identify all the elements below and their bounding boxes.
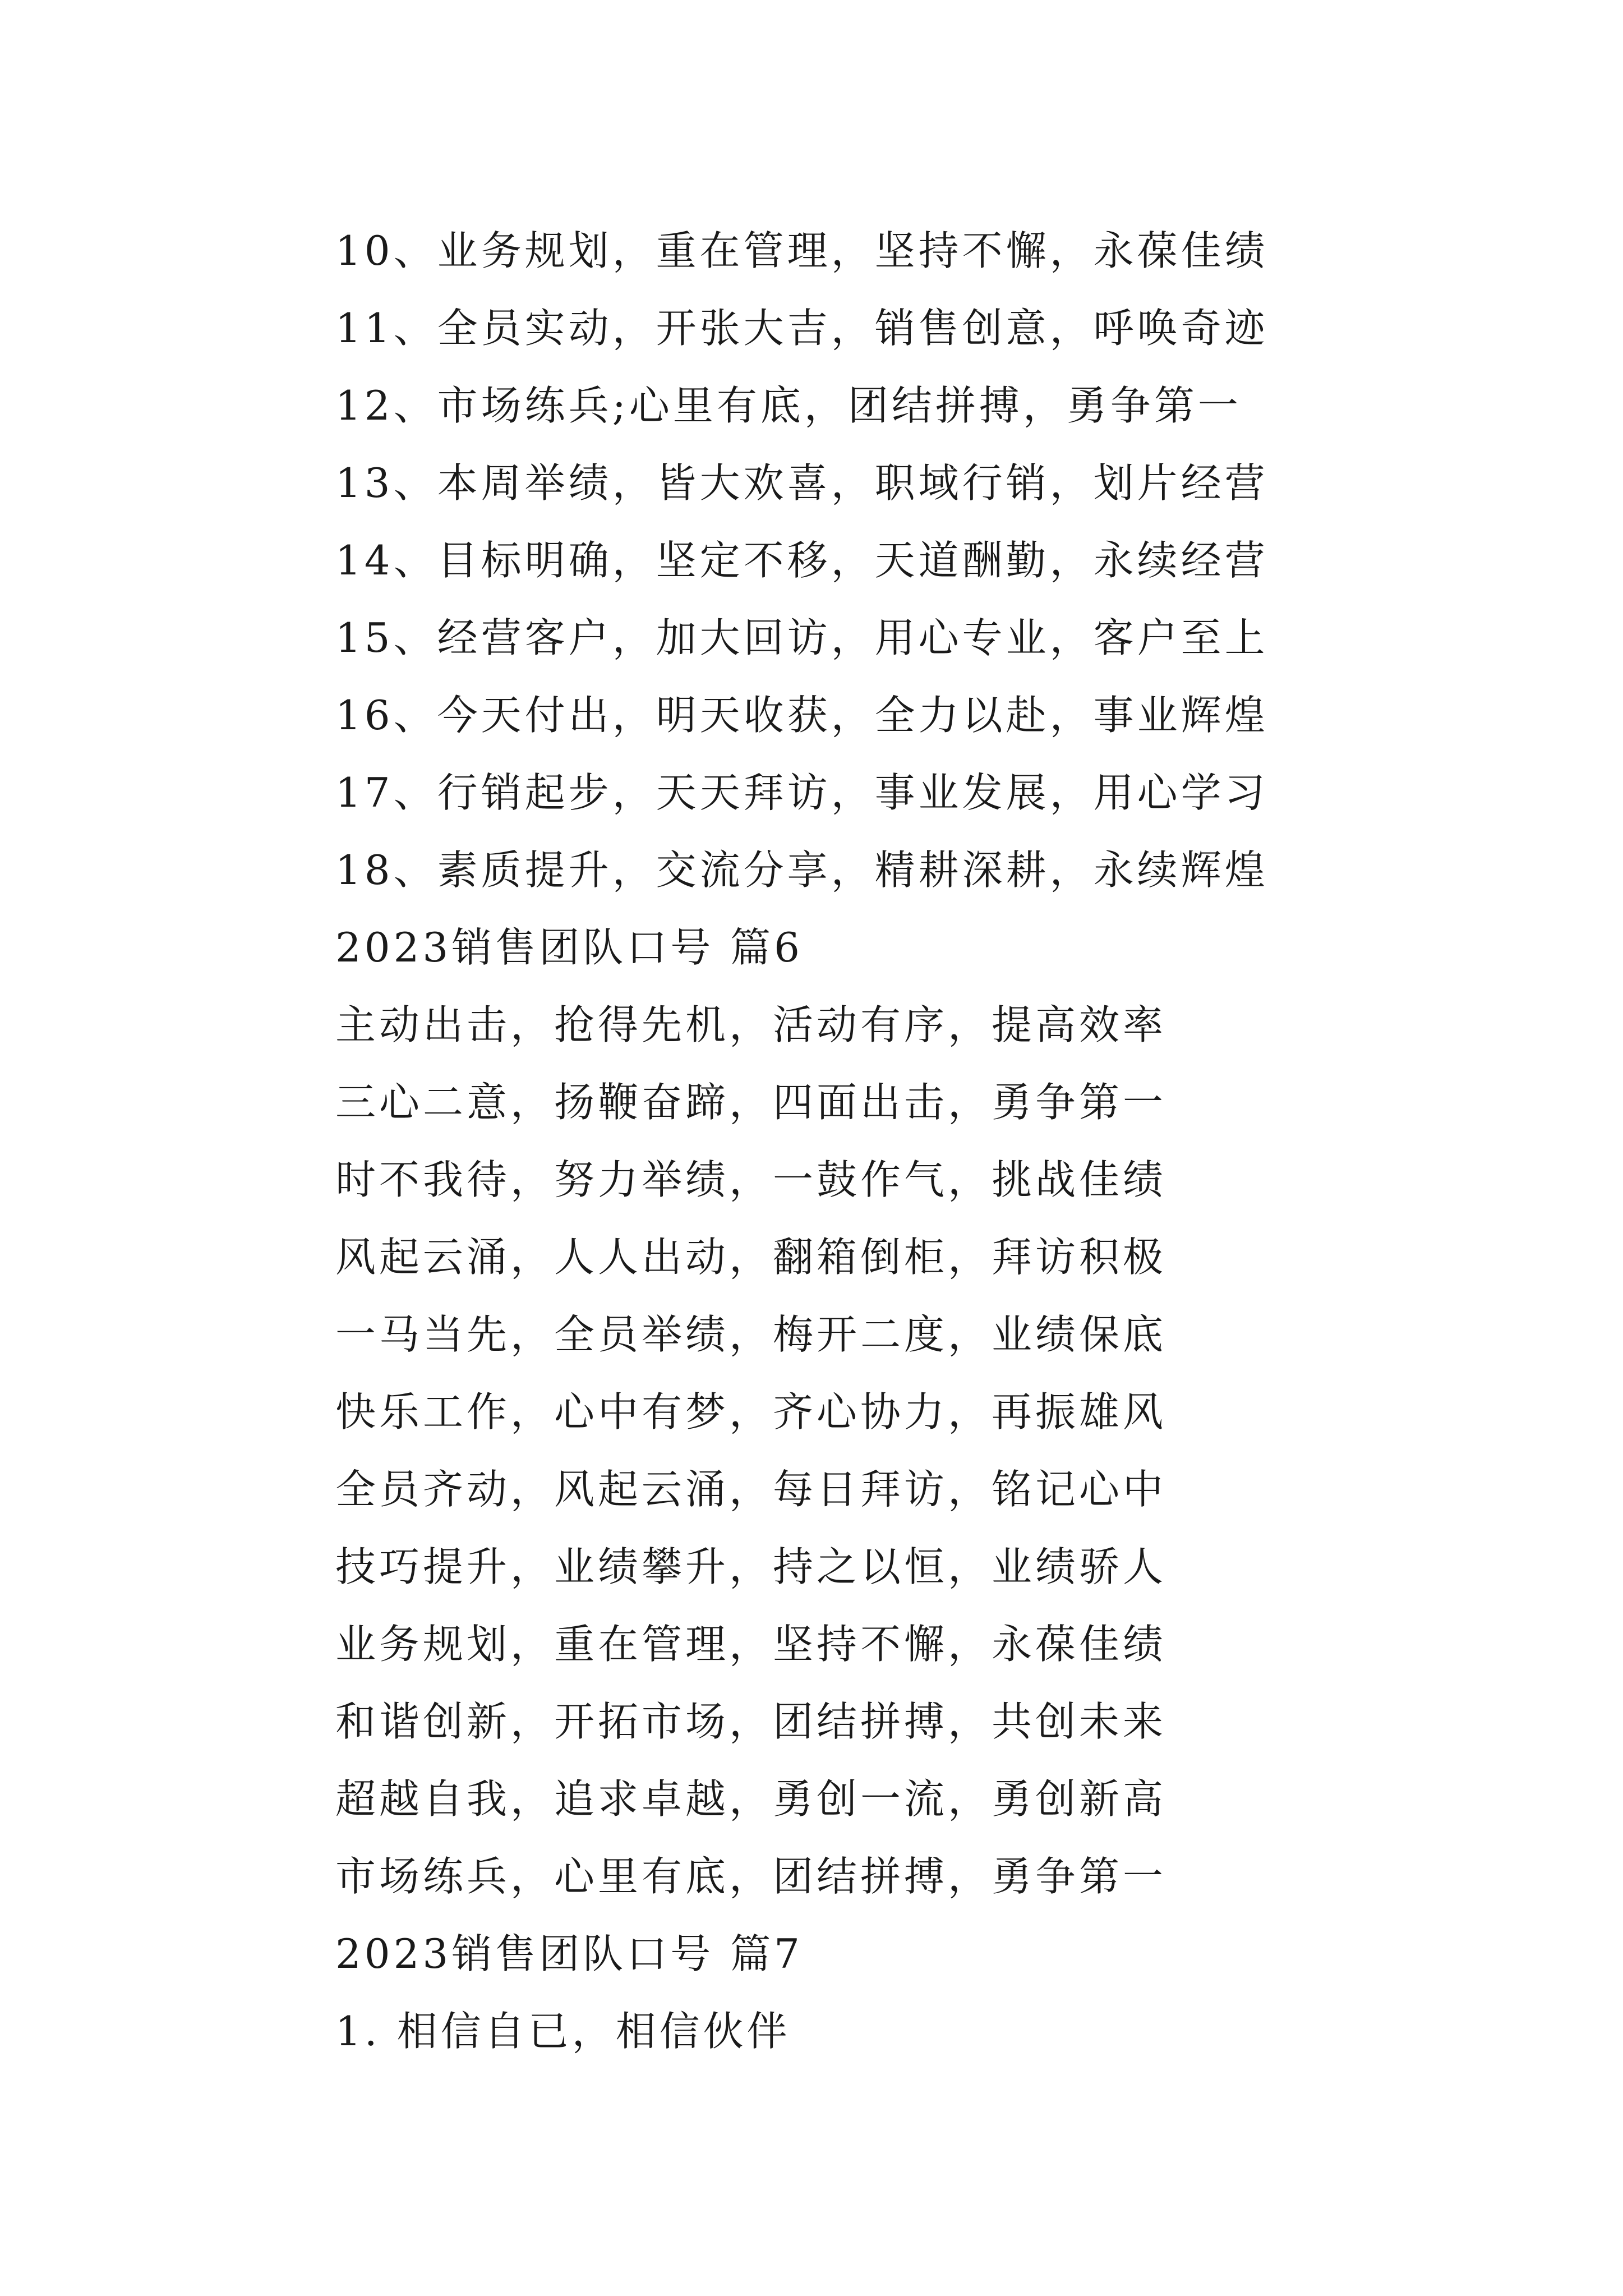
text-line: 16、今天付出，明天收获，全力以赴，事业辉煌 (335, 692, 1269, 739)
text-line: 10、业务规划，重在管理，坚持不懈，永葆佳绩 (335, 227, 1269, 274)
text-line: 技巧提升，业绩攀升，持之以恒，业绩骄人 (335, 1543, 1167, 1590)
text-line: 12、市场练兵;心里有底，团结拼搏，勇争第一 (335, 382, 1242, 429)
text-line: 13、本周举绩，皆大欢喜，职域行销，划片经营 (335, 459, 1269, 507)
text-line: 17、行销起步，天天拜访，事业发展，用心学习 (335, 769, 1269, 816)
section-heading-7: 2023销售团队口号 篇7 (335, 1930, 803, 1977)
text-line: 全员齐动，风起云涌，每日拜访，铭记心中 (335, 1466, 1167, 1513)
text-line: 11、全员实动，开张大吉，销售创意，呼唤奇迹 (335, 305, 1269, 352)
text-line: 三心二意，扬鞭奋蹄，四面出击，勇争第一 (335, 1079, 1167, 1126)
text-line: 快乐工作，心中有梦，齐心协力，再振雄风 (335, 1388, 1167, 1435)
text-line: 一马当先，全员举绩，梅开二度，业绩保底 (335, 1311, 1167, 1358)
document-body (335, 212, 1345, 2070)
text-line: 业务规划，重在管理，坚持不懈，永葆佳绩 (335, 1621, 1167, 1668)
section-heading-6: 2023销售团队口号 篇6 (335, 924, 803, 971)
text-line: 超越自我，追求卓越，勇创一流，勇创新高 (335, 1775, 1167, 1823)
text-line: 14、目标明确，坚定不移，天道酬勤，永续经营 (335, 537, 1269, 584)
text-line: 1. 相信自已，相信伙伴 (335, 2008, 791, 2055)
text-line: 和谐创新，开拓市场，团结拼搏，共创未来 (335, 1698, 1167, 1745)
text-line: 市场练兵，心里有底，团结拼搏，勇争第一 (335, 1853, 1167, 1900)
text-line: 风起云涌，人人出动，翻箱倒柜，拜访积极 (335, 1234, 1167, 1281)
text-line: 时不我待，努力举绩，一鼓作气，挑战佳绩 (335, 1156, 1167, 1203)
text-line: 15、经营客户，加大回访，用心专业，客户至上 (335, 614, 1269, 661)
text-line: 主动出击，抢得先机，活动有序，提高效率 (335, 1001, 1167, 1048)
text-line: 18、素质提升，交流分享，精耕深耕，永续辉煌 (335, 846, 1269, 894)
